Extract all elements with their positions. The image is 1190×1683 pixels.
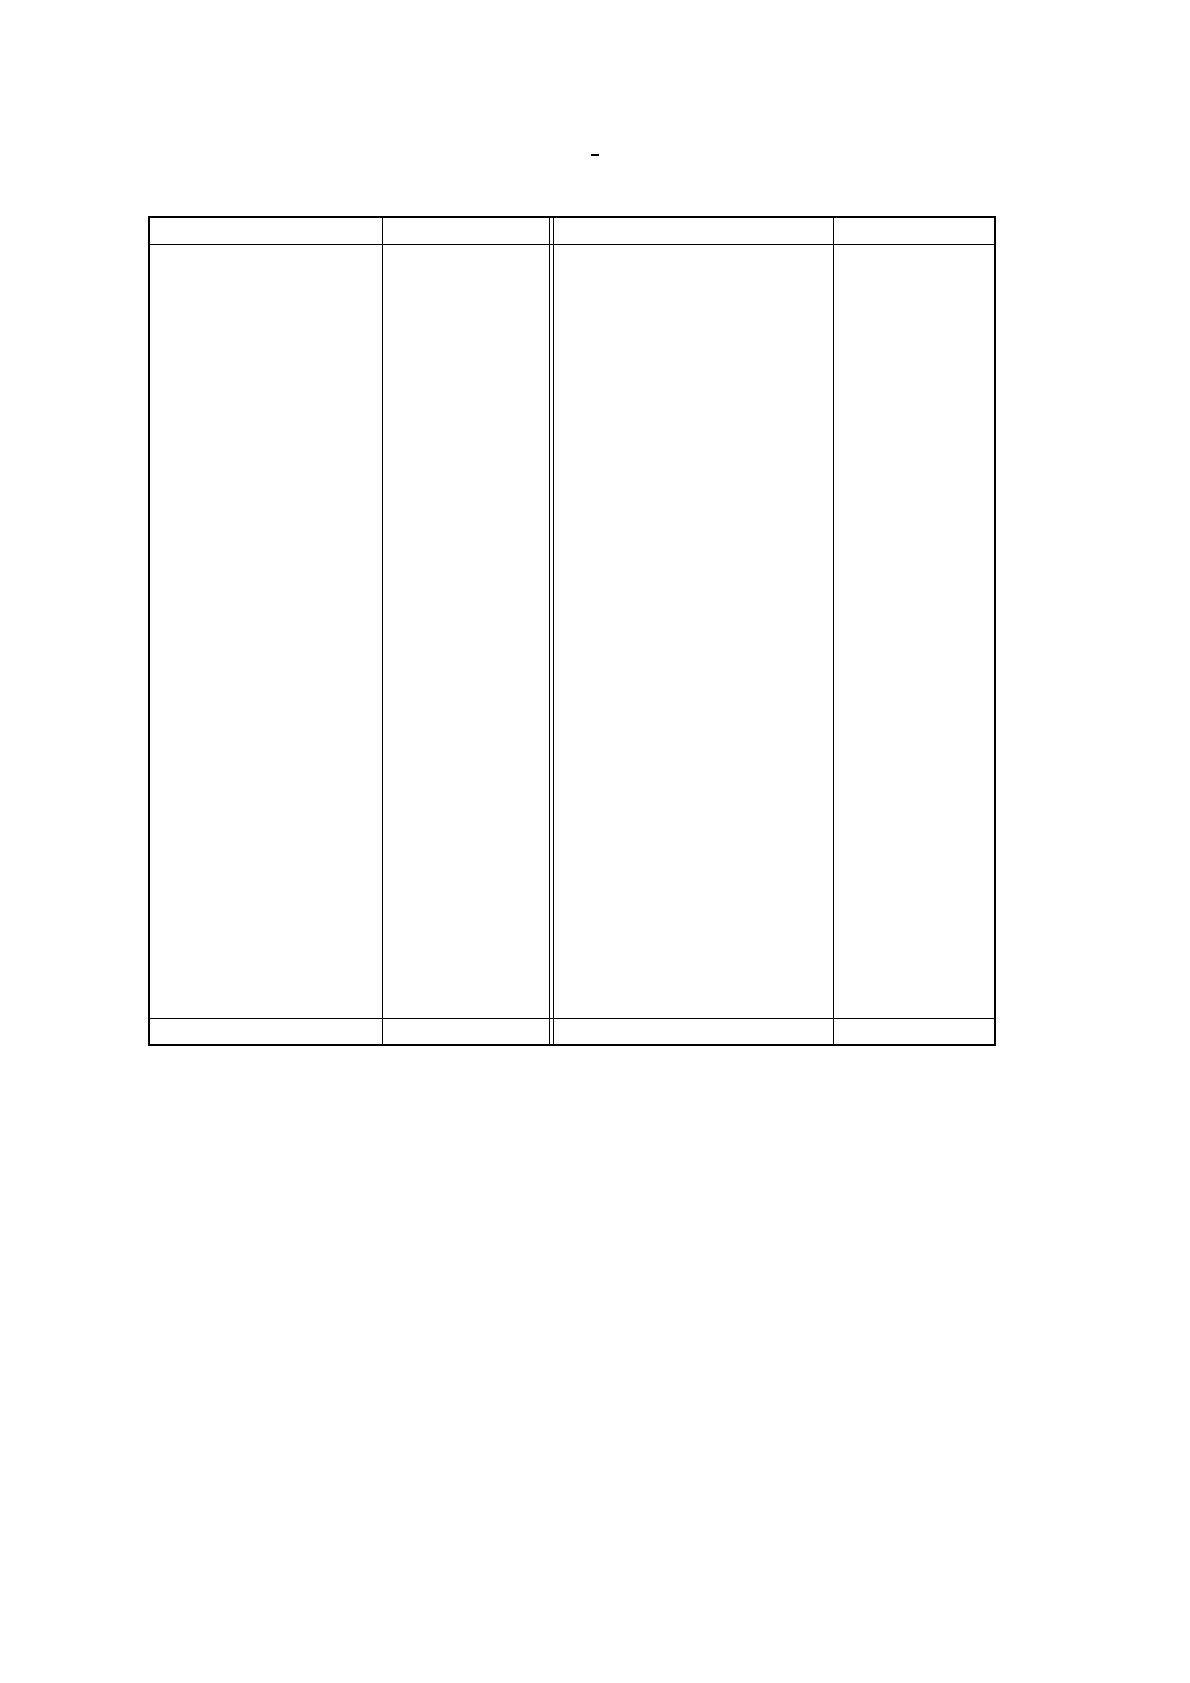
balance-sheet-table	[148, 216, 996, 1046]
header-divider	[150, 244, 994, 245]
center-double-divider	[549, 218, 554, 1044]
col-divider	[382, 218, 383, 1044]
total-divider	[150, 1018, 994, 1019]
notice-title	[0, 108, 1190, 154]
col-divider	[833, 218, 834, 1044]
